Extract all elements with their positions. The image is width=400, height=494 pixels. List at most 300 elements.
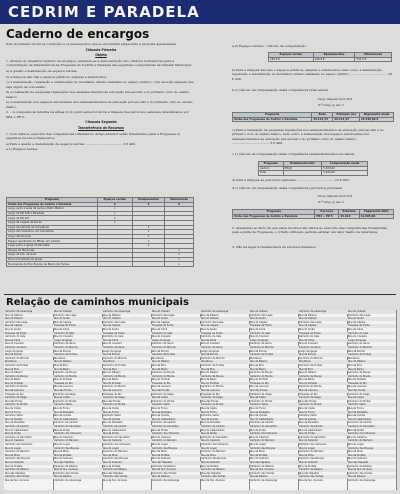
caminho-item: Caminho dos Vidoeiros [5, 442, 33, 446]
caminho-item: Rua do Cruzeiro [250, 335, 269, 339]
caminho-item: Rua do Sobreiro [298, 461, 347, 465]
table-cell: x [132, 239, 165, 244]
caminho-item: Caminho da Bouça [200, 375, 249, 379]
paragraph-1: 1. Através do presente Caderno de encargos, pretende-se a demonstração dos critérios norteadores para a concretização da transferência na Freguesia de Cedrim e Paradela das seguintes competências da Câmara Municipal: [6, 59, 192, 68]
a2-title: a.2) Espaços Verdes – Cálculo da compensação: [232, 44, 307, 48]
caminho-item: Caminho das Vinhas [348, 471, 373, 475]
caminho-item: Rua das Tapadas [299, 471, 320, 475]
caminho-item: Rua da Sra. da Guia [5, 478, 29, 482]
caminho-item: Rua da Costa [103, 407, 119, 411]
paragraph-2: 2. – A competência referida na alínea b) do ponto anterior inclui a limpeza dos percursos pedonais denominados por PR4 + PR 5. [6, 110, 189, 119]
caminho-item: Rua das Tapadas [103, 471, 124, 475]
caminho-item: Rua de Paradela [249, 411, 298, 415]
caminho-item: Rua do Souto [347, 317, 396, 321]
caminho-item: Rua do Souto [151, 317, 200, 321]
caminho-item: Caminho de Fontes [299, 363, 323, 367]
caminho-item: Rua Nova [54, 356, 66, 360]
caminho-item: Travessa do Rio [53, 382, 102, 386]
caminho-item: Rua da Ponte [298, 432, 347, 436]
caminho-item: Caminho das Lajes [54, 313, 77, 317]
table-cell: 5.400,00 [322, 171, 368, 176]
caminho-item: Caminho de Alvarenga [250, 478, 278, 482]
caminho-item: Rua da Ponte [4, 432, 53, 436]
caminho-item: Rua da Sra. da Guia [249, 468, 298, 472]
caminho-item: Rua do Castanheiro [201, 428, 225, 432]
caminho-item: Caminho da Bouça [298, 375, 347, 379]
caminho-item: Rua de Baixo [299, 378, 315, 382]
caminho-item: Caminho do Moinho [103, 356, 127, 360]
caminho-item: Largo da Igreja [151, 339, 200, 343]
table-cell: Parque de Merendas [7, 248, 98, 253]
caminho-item: Rua do Pombal [250, 378, 268, 382]
caminho-item: Travessa do Rio [249, 382, 298, 386]
caminho-item: Rua da Lavoura [348, 385, 367, 389]
caminho-item: Caminho da Ribeira [348, 464, 372, 468]
table-cell: União das Freguesias de Cedrim e Paradela [233, 117, 312, 122]
caminho-item: Rua do Outeiro [347, 310, 396, 314]
caminho-item: Caminho Velho [201, 414, 219, 418]
caminho-item: Largo da Igreja [249, 339, 298, 343]
table-cell: 166,8 € [269, 57, 314, 62]
caminho-item: Caminho do Pinhal [54, 399, 77, 403]
caminho-item: Caminho da Veiga [152, 392, 174, 396]
preco-limpeza: Preço limpeza ml 0,30 € [318, 97, 353, 101]
caminho-item: Rua da Escola [102, 353, 151, 357]
caminho-item: Rua de Baixo [201, 378, 217, 382]
item-c-right: c) Para a realização de pequenas reparações nos estabelecimentos de educação pré-escolar e do primeiro ciclo do ensino básico, bem como, a manutenção dos espaços envolventes dos estabelecimentos de educação pré-escolar e do primeiro ciclo do ensino básico ...................................... 5 € 400. [232, 128, 384, 145]
caminho-item: Rua do Cruzeiro [5, 342, 24, 346]
clausula-2-subtitle: Transferência de Recursos [78, 126, 124, 131]
clausula-2-title: Cláusula Segunda [85, 120, 117, 125]
caminho-item: Rua da Eira [348, 363, 362, 367]
caminho-item: Caminho da Ribeira [4, 468, 53, 472]
caminho-item: Caminho de Alvarenga [200, 310, 249, 314]
caminho-item: Caminho da Serra [4, 346, 53, 350]
caminho-item: Rua de Cima [250, 327, 266, 331]
table-header: Freguesia [7, 198, 98, 203]
caminho-item: Rua do Calvário [102, 439, 151, 443]
caminho-item: Caminho do Monte [5, 385, 28, 389]
caminho-item: Rua da Mina [298, 454, 347, 458]
table-header: Compensação anual [322, 162, 368, 167]
item-c: c) A manutenção, reparação e substituição do mobiliário urbano instalado no espaço público, com exceção daquele que seja objeto de concessão; [6, 80, 194, 89]
caminho-item: Caminho do Carvalhal [249, 425, 298, 429]
caminhos-column [249, 310, 299, 490]
caminho-item: Rua da Mina [102, 454, 151, 458]
caminho-item: Caminho do Barreiro [347, 439, 396, 443]
caminho-item: Caminho Velho [299, 414, 317, 418]
caminho-item: Rua do Lugar [102, 447, 151, 451]
caminho-item: Rua da Mina [200, 454, 249, 458]
caminho-item: Caminho do Monte [347, 375, 396, 379]
table-cell: 6 [165, 202, 194, 207]
caminho-item: Caminho do Carvalhal [103, 435, 130, 439]
caminho-item: Caminho da Veiga [4, 396, 53, 400]
caminho-item: Caminho das Bouças [201, 457, 227, 461]
caminho-item: Rua do Castanheiro [347, 418, 396, 422]
caminho-item: Rua da Costa [201, 407, 217, 411]
caminho-item: Caminho de Fontes [151, 353, 200, 357]
caminho-item: Rua da Costa [151, 396, 200, 400]
caminho-item: Travessa do Rio [347, 382, 396, 386]
caminho-item: Rua da Portela [347, 454, 396, 458]
caminho-item: Rua da Escola [298, 353, 347, 357]
caminho-item: Largo da Igreja [201, 349, 219, 353]
table-cell [97, 262, 132, 267]
caminho-item: Rua da Eira [200, 368, 249, 372]
caminho-item: Caminho do Vale [103, 335, 124, 339]
d-n-limpezas: N.º Limp. p/ ano 2 [318, 200, 344, 204]
caminho-item: Rua da Capela [348, 320, 366, 324]
table-cell: Largo da EN 328 e Paradela [7, 211, 98, 216]
caminho-item: Caminho do Pinhal [348, 399, 371, 403]
caminhos-column [347, 310, 397, 490]
caminho-item: Rua do Lugar [298, 447, 347, 451]
caminho-item: Caminho da Ribeira [200, 468, 249, 472]
caminho-item: Rua Nova [152, 356, 164, 360]
caminhos-list [4, 310, 396, 490]
caminho-item: Rua da Portela [299, 464, 317, 468]
caminho-item: Rua de Baixo [53, 368, 102, 372]
caminho-item: Rua do Souto [103, 327, 119, 331]
table-cell: 5.400,00 [322, 166, 368, 171]
table-cell: União das Freguesias de Cedrim e Paradela [233, 214, 315, 219]
caminho-item: Rua do Outeiro [249, 310, 298, 314]
caminho-item: Caminho Velho [103, 414, 121, 418]
caminho-item: Caminho Velho [5, 414, 23, 418]
caminho-item: Caminho da Bouça [250, 371, 273, 375]
table-cell: Total [259, 171, 284, 176]
caminho-item: Rua da Ribeira [151, 475, 200, 479]
caminho-item: Caminho do Pinhal [4, 403, 53, 407]
caminho-item: Rua das Flores [53, 389, 102, 393]
caminho-item: Rua do Outeiro [298, 317, 347, 321]
caminho-item: Caminho da Ribeira [102, 468, 151, 472]
caminho-item: Rua do Pombal [4, 382, 53, 386]
caminho-item: Rua da Escola [152, 349, 169, 353]
b1-title: b.1) Cálculo da compensação desta competência (Vias anual) [232, 88, 328, 92]
caminho-item: Rua da Quinta [152, 414, 170, 418]
caminho-item: Caminho de Cedrim [298, 425, 347, 429]
table-header: Manutenção [165, 198, 194, 203]
caminho-item: Rua do Ribeiro [299, 371, 317, 375]
caminho-item: Rua da Lavoura [54, 385, 73, 389]
caminho-item: Caminho das Lajes [299, 320, 322, 324]
caminho-item: Caminho do Carvalhal [5, 435, 32, 439]
caminho-item: Rua da Ribeira [201, 313, 219, 317]
caminho-item: Caminho de Cedrim [250, 421, 274, 425]
caminho-item: Rua de Baixo [103, 378, 119, 382]
caderno-left-column [6, 42, 196, 153]
caminho-item: Caminho de Fontes [5, 363, 29, 367]
caminho-item: Rua da Eira [102, 368, 151, 372]
table-cell: EB1/JI [283, 166, 322, 171]
caminho-item: Rua do Castanheiro [151, 418, 200, 422]
caminho-item: Rua do Ribeiro [347, 360, 396, 364]
caminho-item: Caminho do Monte [103, 385, 126, 389]
caminho-item: Travessa do Rio [201, 392, 220, 396]
caminho-item: Rua da Sra. da Guia [201, 478, 225, 482]
caminho-item: Caminho de Fontes [53, 353, 102, 357]
item-d: d) A realização de pequenas reparações nos estabelecimentos de educação pré-escolar e do primeiro ciclo do ensino básico; [6, 90, 190, 99]
caminho-item: Caminho do Barreiro [103, 450, 128, 454]
caminho-item: Rua da Lavoura [298, 389, 347, 393]
espacos-verdes-table [6, 197, 194, 267]
caminho-item: Rua da Ribeira [5, 313, 23, 317]
caminho-item: Rua Nova [250, 356, 262, 360]
caminho-item: Caminho de Alvarenga [4, 310, 53, 314]
caminho-item: Rua da Escola [54, 349, 71, 353]
caminho-item: Caminho do Carvalhal [347, 425, 396, 429]
caminho-item: Rua de Baixo [5, 378, 21, 382]
caminho-item: Rua do Souto [201, 327, 217, 331]
table-header: Espaços verdes [269, 53, 314, 58]
caminho-item: Caminho dos Vidoeiros [201, 442, 229, 446]
table-row [7, 262, 194, 267]
c1-title: c.1) Cálculo da compensação desta competência (estabelecimentos escolares) [232, 152, 355, 156]
caminho-item: Caminho dos Vidoeiros [249, 432, 298, 436]
caminho-item: Caminho dos Vidoeiros [347, 432, 396, 436]
caminho-item: Travessa da Fonte [249, 324, 298, 328]
table-cell: Zona envolvente da Igreja [7, 257, 98, 262]
caminho-item: Caminho da Ribeira [298, 468, 347, 472]
table-header: Percurso [315, 210, 339, 215]
table-cell: Largo da entrada de Carvalhais [7, 225, 98, 230]
caderno-intro: Este documento inclui as condições e os pressupostos que se encontram subjacente à proposta apresentada. [6, 42, 177, 46]
caminho-item: Rua da Eira [152, 363, 166, 367]
caminho-item: Caminho das Bouças [53, 447, 102, 451]
caminho-item: Rua de Paradela [299, 421, 319, 425]
caminho-item: Caminho da Ribeira [54, 464, 78, 468]
caminho-item: Rua Nova [4, 360, 53, 364]
table-header: Extensão (m) [333, 113, 360, 118]
table-cell: x [165, 257, 194, 262]
caminho-item: Rua do Calvário [200, 439, 249, 443]
table-cell: 39.131,33 [312, 117, 333, 122]
caminho-item: Caminho da Bouça [4, 375, 53, 379]
table-header: Freguesia [233, 113, 312, 118]
caminho-item: Caminho de Fontes [249, 353, 298, 357]
table-header: Freguesia [259, 162, 284, 167]
table-header: Pagamento 2021 [359, 210, 393, 215]
caminho-item: Largo da Igreja [347, 339, 396, 343]
caminho-item: Rua da Eira [298, 368, 347, 372]
caminho-item: Caminho do Vale [151, 332, 200, 336]
table-cell: x [97, 207, 132, 212]
caminho-item: Rua do Cruzeiro [152, 335, 171, 339]
caminho-item: Rua do Pombal [200, 382, 249, 386]
caminho-item: Rua de Cima [102, 339, 151, 343]
item-a: a) A gestão e manutenção de espaços verdes; [6, 69, 78, 74]
caminho-item: Caminho de Fontes [103, 363, 127, 367]
caminho-item: Rua da Portela [249, 454, 298, 458]
caminho-item: Caminho da Serra [200, 346, 249, 350]
item-b: b) A limpeza das vias e espaços públicos, sarjetas e sumidouros; [6, 74, 107, 79]
header-banner [0, 0, 400, 24]
table-cell: 39.131,33 [333, 117, 360, 122]
caminho-item: Rua do Ribeiro [201, 371, 219, 375]
caminho-item: Caminho do Pinhal [152, 399, 175, 403]
caminho-item: Rua da Ribeira [53, 475, 102, 479]
caminho-item: Rua de Cima [4, 339, 53, 343]
caminho-item: Rua do Castanheiro [5, 428, 29, 432]
caminho-item: Rua do Calvário [348, 435, 367, 439]
caminho-item: Rua da Ponte [54, 428, 70, 432]
item-d-right: d) Para a limpeza de percursos pedonais ...................................... 12 € 805. [232, 178, 350, 182]
caminho-item: Rua do Pombal [152, 378, 170, 382]
caminho-item: Caminho das Bouças [347, 447, 396, 451]
caminho-item: Rua do Cruzeiro [348, 335, 367, 339]
caminho-item: Rua da Ponte [152, 428, 168, 432]
paragraph-3-right: 3. Não há lugar à transferência de recursos humanos. [232, 245, 317, 249]
caminho-item: Caminho do Barreiro [53, 439, 102, 443]
caminho-item: Caminho da Ribeira [250, 464, 274, 468]
caminho-item: Caminho do Vale [201, 335, 222, 339]
caminho-item: Rua da Quinta [54, 414, 72, 418]
table-cell: Largo da Sra. da Guia [7, 253, 98, 258]
caminho-item: Rua da Escola [250, 349, 267, 353]
table-cell: x [132, 234, 165, 239]
table-cell: Largo da EN 227 [7, 216, 98, 221]
caminho-item: Rua das Flores [347, 389, 396, 393]
caminho-item: Rua de Cima [348, 327, 364, 331]
paragraph-3: 1. Com vista ao exercício das competências referidas no artigo anterior serão transferidos para a Freguesia os seguintes recursos financeiros: [6, 131, 181, 141]
table-cell: Largo das Bouças [7, 234, 98, 239]
caminho-item: Rua da Quinta [102, 418, 151, 422]
table-header: Manutenção [355, 53, 392, 58]
relacao-title: Relação de caminhos municipais [6, 297, 189, 308]
caminho-item: Rua da Ribeira [249, 475, 298, 479]
table-header: Espaços verdes [97, 198, 132, 203]
table-cell: x [132, 243, 165, 248]
caminho-item: Rua da Capela [298, 324, 347, 328]
caminho-item: Caminho das Bouças [5, 457, 31, 461]
caminho-item: Caminho de Alvarenga [54, 478, 82, 482]
caminho-item: Rua do Sobreiro [54, 457, 73, 461]
table-cell: x [165, 248, 194, 253]
caminho-item: Travessa do Rio [151, 382, 200, 386]
caminhos-column [298, 310, 348, 490]
caminho-item: Rua do Lugar [348, 442, 364, 446]
table-row [259, 171, 368, 176]
caminho-item: Largo da Igreja [53, 339, 102, 343]
table-cell: 12.805,00 [359, 214, 393, 219]
caminho-item: Rua do Sobreiro [4, 461, 53, 465]
caminho-item: Rua do Lugar [200, 447, 249, 451]
caminho-item: Caminho da Veiga [298, 396, 347, 400]
caminho-item: Rua de Paradela [103, 421, 123, 425]
caminho-item: Rua do Pombal [102, 382, 151, 386]
caminho-item: Travessa da Fonte [298, 332, 347, 336]
caminho-item: Rua Nova [102, 360, 151, 364]
caminho-item: Caminho das Lajes [5, 320, 28, 324]
caminho-item: Rua da Lavoura [4, 389, 53, 393]
caminho-item: Rua da Eira [54, 363, 68, 367]
caminho-item: Rua do Ribeiro [151, 360, 200, 364]
caminho-item: Caminho de Alvarenga [102, 310, 151, 314]
caminho-item: Travessa do Rio [103, 392, 122, 396]
caminho-item: Caminho do Barreiro [151, 439, 200, 443]
caminho-item: Rua do Souto [299, 327, 315, 331]
caminho-item: Caminho das Bouças [151, 447, 200, 451]
caminho-item: Rua das Flores [299, 399, 317, 403]
caminho-item: Caminho de Cedrim [152, 421, 176, 425]
d1-title: d.1) Cálculo da compensação desta competência (percursos pedonais) [232, 186, 343, 190]
table-cell: Envolvente do Polo Escolar de Bairro de Fontes [7, 262, 98, 267]
caminho-item: Rua do Castanheiro [299, 428, 323, 432]
caminho-item: Rua de Paradela [5, 421, 25, 425]
caminho-item: Rua do Souto [53, 317, 102, 321]
caminho-item: Caminho das Vinhas [54, 471, 79, 475]
caminho-item: Rua da Sra. da Guia [53, 468, 102, 472]
caminho-item: Rua do Outeiro [151, 310, 200, 314]
caminho-item: Caminho da Bouça [348, 371, 371, 375]
caminho-item: Rua das Tapadas [53, 461, 102, 465]
caminho-item: Rua da Costa [5, 407, 21, 411]
caminho-item: Caminho da Serra [102, 346, 151, 350]
caminho-item: Rua do Calvário [152, 435, 171, 439]
caminho-item: Rua do Souto [249, 317, 298, 321]
caminho-item: Rua das Flores [249, 389, 298, 393]
caminhos-column [151, 310, 201, 490]
caminho-item: Rua da Costa [299, 407, 315, 411]
table-cell: União das Freguesias de Cedrim e Paradela [7, 202, 98, 207]
caminho-item: Rua das Tapadas [201, 471, 222, 475]
caminho-item: Rua das Flores [103, 399, 121, 403]
caminho-item: Caminho do Monte [299, 385, 322, 389]
table-header: Equipamentos [313, 53, 355, 58]
caminho-item: Largo da Igreja [299, 349, 317, 353]
caminho-item: Rua do Forno [152, 407, 168, 411]
table-cell [132, 262, 165, 267]
table-cell: 25.610 [339, 214, 359, 219]
caminho-item: Rua do Pombal [298, 382, 347, 386]
caminho-item: Rua de Paradela [151, 411, 200, 415]
caminho-item: Largo da Igreja [103, 349, 121, 353]
caminho-item: Caminho da Serra [152, 342, 174, 346]
caminho-item: Caminho do Vale [53, 332, 102, 336]
caminho-item: Rua de Baixo [151, 368, 200, 372]
caminho-item: Caminho de Fontes [201, 363, 225, 367]
caminho-item: Caminho das Vinhas [200, 475, 249, 479]
caminho-item: Caminho do Vale [299, 335, 320, 339]
table-header: Estabelecimento [283, 162, 322, 167]
caminho-item: Rua da Mina [4, 454, 53, 458]
caminho-item: Rua das Flores [201, 399, 219, 403]
caminho-item: Caminho da Veiga [348, 392, 370, 396]
caminho-item: Rua da Lavoura [152, 385, 171, 389]
caminho-item: Caminho do Moinho [347, 346, 396, 350]
caminho-item: Rua do Cruzeiro [299, 342, 318, 346]
caminho-item: Rua do Forno [348, 407, 364, 411]
caminho-item: Caminho de Cedrim [54, 421, 78, 425]
table-cell: x [97, 211, 132, 216]
caminho-item: Caminho das Lajes [152, 313, 175, 317]
caminho-item: Rua do Forno [4, 411, 53, 415]
caminho-item: Rua do Lugar [152, 442, 168, 446]
caminho-item: Caminho dos Vidoeiros [53, 432, 102, 436]
d-preco-limpeza: Preço limpeza ml 0,25 € [318, 194, 353, 198]
caminhos-column [102, 310, 152, 490]
caminho-item: Rua da Sra. da Guia [103, 478, 127, 482]
caminho-item: Caminho do Carvalhal [299, 435, 326, 439]
caminho-item: Rua do Castanheiro [53, 418, 102, 422]
table-cell [283, 171, 322, 176]
caminho-item: Rua da Escola [4, 353, 53, 357]
caminho-item: Caminho de Alvarenga [348, 478, 376, 482]
caminho-item: Caminho dos Vidoeiros [103, 442, 131, 446]
caminho-item: Rua do Cruzeiro [54, 335, 73, 339]
